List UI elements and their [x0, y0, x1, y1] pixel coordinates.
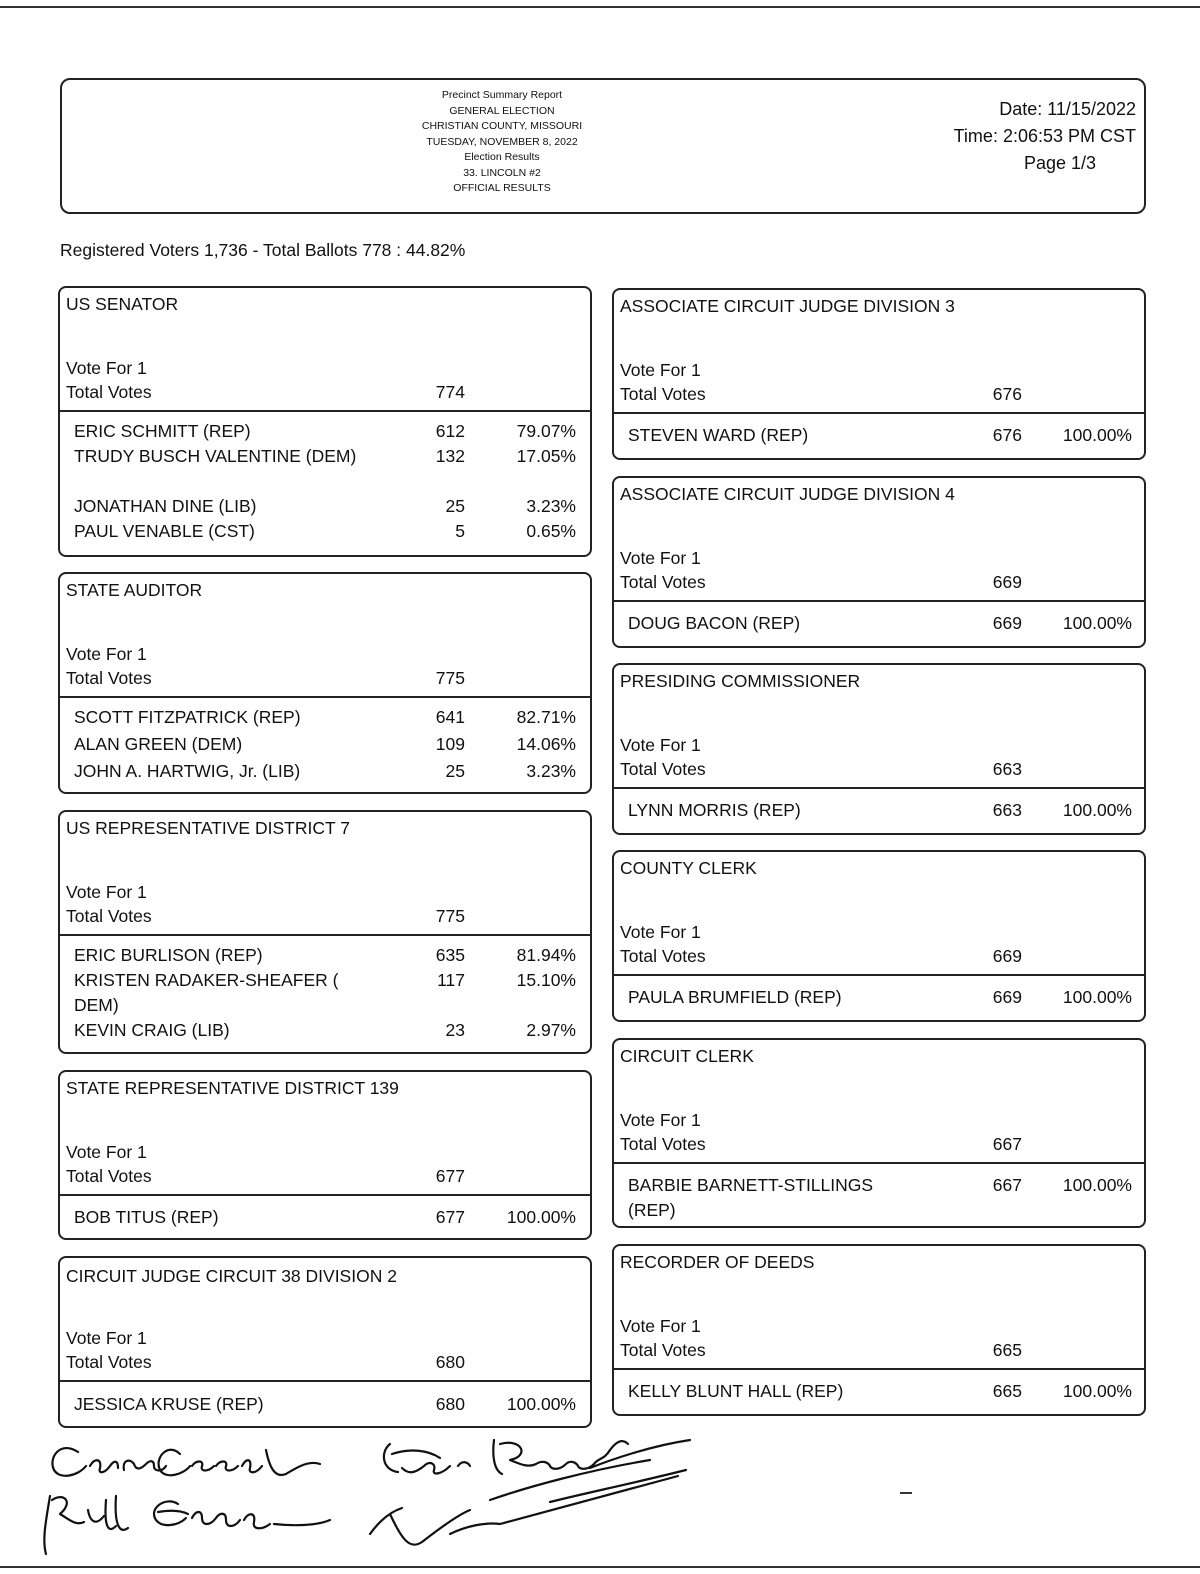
candidate-votes: 132 [435, 446, 465, 466]
total-votes-label: Total Votes [620, 1134, 706, 1154]
divider [614, 974, 1144, 976]
report-header-title-block [362, 88, 642, 197]
candidate-votes: 23 [445, 1020, 465, 1040]
candidate-name: PAUL VENABLE (CST) [74, 521, 255, 541]
signature-3 [44, 1496, 330, 1554]
vote-for-label: Vote For 1 [66, 882, 147, 902]
page-number: Page 1/3 [1023, 153, 1096, 173]
candidate-name: LYNN MORRIS (REP) [628, 800, 801, 820]
report-header [60, 78, 1146, 214]
race-county-clerk [612, 850, 1146, 1022]
candidate-name: PAULA BRUMFIELD (REP) [628, 987, 842, 1007]
candidate-name: JESSICA KRUSE (REP) [74, 1394, 264, 1414]
divider [60, 1380, 590, 1382]
candidate-list [614, 796, 1144, 823]
header-line: OFFICIAL RESULTS [453, 182, 551, 194]
signature-1 [52, 1448, 320, 1476]
candidate-votes: 669 [992, 987, 1022, 1007]
candidate-votes: 109 [435, 734, 465, 754]
candidate-row [614, 423, 1144, 448]
total-votes-value: 676 [992, 384, 1022, 404]
candidate-name: JONATHAN DINE (LIB) [74, 496, 257, 516]
vote-for-label: Vote For 1 [66, 358, 147, 378]
total-votes-value: 774 [435, 382, 465, 402]
divider [60, 696, 590, 698]
signature-2 [384, 1440, 690, 1474]
candidate-row [60, 705, 590, 730]
candidate-votes: 676 [992, 425, 1022, 445]
race-title: RECORDER OF DEEDS [620, 1252, 815, 1272]
candidate-name: DOUG BACON (REP) [628, 613, 801, 633]
total-votes-label: Total Votes [620, 1340, 706, 1360]
candidate-list [60, 1389, 590, 1417]
race-title: CIRCUIT JUDGE CIRCUIT 38 DIVISION 2 [66, 1266, 397, 1286]
race-title: US REPRESENTATIVE DISTRICT 7 [66, 818, 350, 838]
race-title: COUNTY CLERK [620, 858, 757, 878]
header-line: CHRISTIAN COUNTY, MISSOURI [421, 120, 583, 132]
bottom-rule [0, 1566, 1200, 1568]
candidate-votes: 680 [435, 1394, 465, 1414]
divider [614, 1368, 1144, 1370]
total-votes-value: 677 [435, 1166, 465, 1186]
candidate-votes: 612 [435, 421, 465, 441]
total-votes-label: Total Votes [66, 1166, 152, 1186]
candidate-list [60, 705, 590, 784]
candidate-name: TRUDY BUSCH VALENTINE (DEM) [74, 446, 357, 466]
candidate-list [614, 609, 1144, 636]
candidate-percent: 100.00% [1062, 613, 1132, 633]
vote-for-label: Vote For 1 [66, 1142, 147, 1162]
race-circuit-judge-circuit-38-division-2 [58, 1256, 592, 1428]
candidate-votes: 667 [992, 1175, 1022, 1195]
candidate-list [60, 419, 590, 544]
candidate-votes: 25 [445, 761, 465, 781]
total-votes-label: Total Votes [66, 1352, 152, 1372]
candidate-votes: 669 [992, 613, 1022, 633]
total-votes-label: Total Votes [620, 572, 706, 592]
race-title: ASSOCIATE CIRCUIT JUDGE DIVISION 4 [620, 484, 955, 504]
report-time: Time: 2:06:53 PM CST [953, 126, 1136, 146]
candidate-votes: 635 [435, 945, 465, 965]
candidate-name: ERIC BURLISON (REP) [74, 945, 263, 965]
race-title: PRESIDING COMMISSIONER [620, 671, 861, 691]
race-us-senator [58, 286, 592, 557]
header-line: GENERAL ELECTION [449, 104, 555, 117]
race-us-representative-district-7 [58, 810, 592, 1054]
total-votes-label: Total Votes [620, 759, 706, 779]
candidate-name: BARBIE BARNETT-STILLINGS (REP) [628, 1175, 874, 1220]
header-line: Precinct Summary Report [441, 89, 563, 101]
candidate-percent: 100.00% [1062, 800, 1132, 820]
vote-for-label: Vote For 1 [620, 1316, 701, 1336]
candidate-percent: 100.00% [1062, 1175, 1132, 1195]
candidate-row [614, 611, 1144, 636]
candidate-percent: 3.23% [526, 761, 576, 781]
candidate-name: BOB TITUS (REP) [74, 1207, 219, 1227]
candidate-votes: 5 [455, 521, 465, 541]
race-state-auditor [58, 572, 592, 794]
candidate-percent: 100.00% [506, 1394, 576, 1414]
candidate-row [614, 1173, 1144, 1223]
candidate-row [60, 968, 590, 1018]
candidate-row [60, 1018, 590, 1043]
report-header-meta [954, 96, 1136, 177]
candidate-percent: 3.23% [526, 496, 576, 516]
candidate-percent: 15.10% [516, 970, 576, 990]
candidate-percent: 14.06% [516, 734, 576, 754]
signatures-image [30, 1430, 730, 1560]
signature-4 [370, 1460, 686, 1545]
race-title: ASSOCIATE CIRCUIT JUDGE DIVISION 3 [620, 296, 955, 316]
candidate-percent: 100.00% [506, 1207, 576, 1227]
report-date: Date: 11/15/2022 [999, 99, 1136, 119]
vote-for-label: Vote For 1 [620, 922, 701, 942]
candidate-percent: 81.94% [516, 945, 576, 965]
total-votes-value: 665 [992, 1340, 1022, 1360]
candidate-row [614, 798, 1144, 823]
race-title: STATE AUDITOR [66, 580, 203, 600]
candidate-row [60, 444, 590, 494]
candidate-name: KELLY BLUNT HALL (REP) [628, 1381, 844, 1401]
total-votes-value: 667 [992, 1134, 1022, 1154]
race-associate-circuit-judge-division-4 [612, 476, 1146, 648]
candidate-votes: 25 [445, 496, 465, 516]
candidate-percent: 2.97% [526, 1020, 576, 1040]
total-votes-label: Total Votes [66, 906, 152, 926]
vote-for-label: Vote For 1 [620, 735, 701, 755]
vote-for-label: Vote For 1 [66, 1328, 147, 1348]
candidate-row [60, 419, 590, 444]
registered-voters-summary: Registered Voters 1,736 - Total Ballots 778 : 44.82% [60, 240, 466, 260]
candidate-percent: 17.05% [516, 446, 576, 466]
candidate-votes: 117 [437, 970, 465, 990]
total-votes-value: 669 [992, 572, 1022, 592]
candidate-name: JOHN A. HARTWIG, Jr. (LIB) [74, 761, 301, 781]
candidate-percent: 79.07% [516, 421, 576, 441]
race-presiding-commissioner [612, 663, 1146, 835]
race-title: US SENATOR [66, 294, 179, 314]
candidate-row [60, 759, 590, 784]
divider [60, 934, 590, 936]
candidate-row [60, 732, 590, 757]
divider [614, 600, 1144, 602]
vote-for-label: Vote For 1 [620, 360, 701, 380]
race-title: STATE REPRESENTATIVE DISTRICT 139 [66, 1078, 399, 1098]
candidate-name: ALAN GREEN (DEM) [74, 734, 243, 754]
candidate-row [60, 494, 590, 519]
candidate-row [60, 943, 590, 968]
vote-for-label: Vote For 1 [620, 548, 701, 568]
header-line: Election Results [464, 151, 540, 163]
candidate-votes: 665 [992, 1381, 1022, 1401]
divider [60, 1194, 590, 1196]
candidate-name: STEVEN WARD (REP) [628, 425, 809, 445]
candidate-percent: 82.71% [516, 707, 576, 727]
divider [614, 787, 1144, 789]
total-votes-value: 680 [435, 1352, 465, 1372]
candidate-name: ERIC SCHMITT (REP) [74, 421, 251, 441]
candidate-list [60, 943, 590, 1043]
race-associate-circuit-judge-division-3 [612, 288, 1146, 460]
total-votes-value: 775 [435, 668, 465, 688]
candidate-row [60, 519, 590, 544]
total-votes-label: Total Votes [620, 384, 706, 404]
candidate-list [614, 421, 1144, 448]
race-recorder-of-deeds [612, 1244, 1146, 1416]
candidate-name: KRISTEN RADAKER-SHEAFER ( DEM) [74, 970, 339, 1015]
candidate-row [614, 985, 1144, 1010]
race-state-representative-district-139 [58, 1070, 592, 1240]
candidate-percent: 100.00% [1062, 425, 1132, 445]
header-line: 33. LINCOLN #2 [463, 166, 541, 179]
divider [614, 412, 1144, 414]
race-title: CIRCUIT CLERK [620, 1046, 754, 1066]
candidate-list [614, 983, 1144, 1010]
vote-for-label: Vote For 1 [620, 1110, 701, 1130]
stray-mark [900, 1492, 912, 1494]
candidate-votes: 641 [435, 707, 465, 727]
top-rule [0, 6, 1200, 8]
total-votes-value: 669 [992, 946, 1022, 966]
candidate-name: KEVIN CRAIG (LIB) [74, 1020, 230, 1040]
candidate-list [614, 1171, 1144, 1223]
divider [614, 1162, 1144, 1164]
candidate-percent: 0.65% [526, 521, 576, 541]
total-votes-label: Total Votes [620, 946, 706, 966]
candidate-row [60, 1205, 590, 1230]
vote-for-label: Vote For 1 [66, 644, 147, 664]
total-votes-value: 663 [992, 759, 1022, 779]
candidate-row [614, 1379, 1144, 1404]
candidate-percent: 100.00% [1062, 1381, 1132, 1401]
total-votes-label: Total Votes [66, 382, 152, 402]
candidate-list [614, 1377, 1144, 1404]
candidate-votes: 663 [992, 800, 1022, 820]
total-votes-value: 775 [435, 906, 465, 926]
candidate-votes: 677 [435, 1207, 465, 1227]
divider [60, 410, 590, 412]
header-line: TUESDAY, NOVEMBER 8, 2022 [426, 135, 578, 148]
race-circuit-clerk [612, 1038, 1146, 1228]
candidate-name: SCOTT FITZPATRICK (REP) [74, 707, 301, 727]
candidate-percent: 100.00% [1062, 987, 1132, 1007]
candidate-list [60, 1203, 590, 1230]
total-votes-label: Total Votes [66, 668, 152, 688]
candidate-row [60, 1392, 590, 1417]
